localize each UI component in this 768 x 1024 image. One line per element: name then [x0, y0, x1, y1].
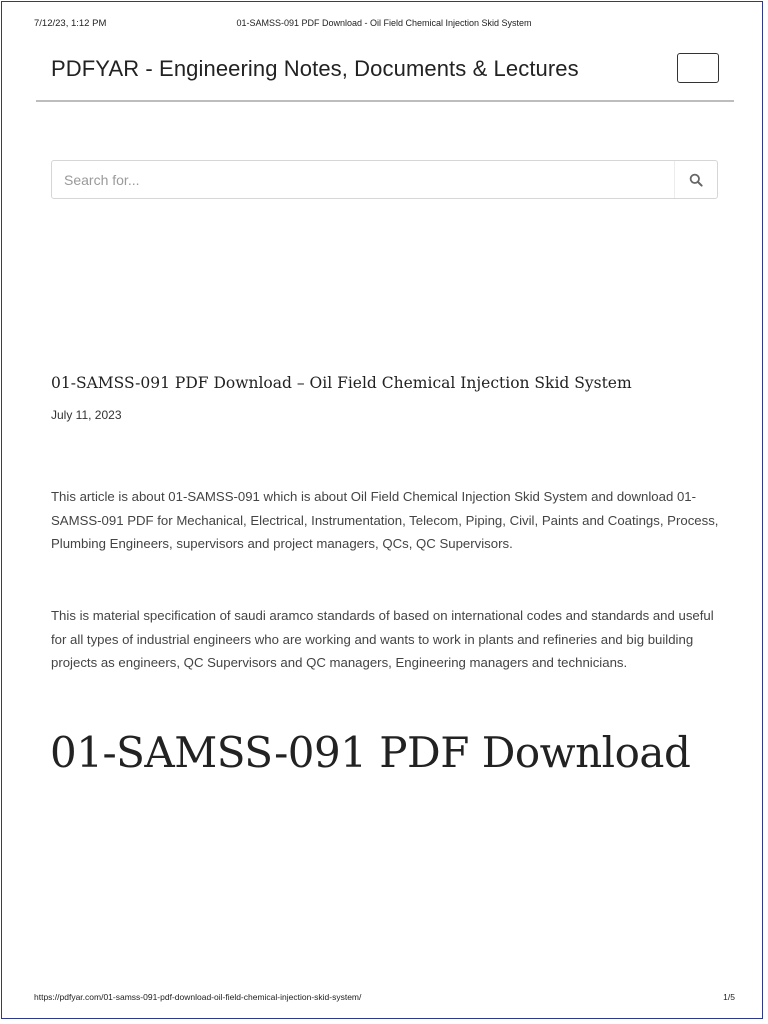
search-form [51, 160, 718, 199]
search-input[interactable] [52, 161, 672, 198]
menu-toggle-button[interactable] [677, 53, 719, 83]
article-title: 01-SAMSS-091 PDF Download – Oil Field Chemical Injection Skid System [51, 374, 632, 392]
print-url: https://pdfyar.com/01-samss-091-pdf-download-oil-field-chemical-injection-skid-system/ [34, 992, 362, 1002]
print-header [0, 18, 768, 32]
article-paragraph-1: This article is about 01-SAMSS-091 which is about Oil Field Chemical Injection Skid System and download 01-SAMSS-091 PDF for Mechanical, Electrical, Instrumentation, Telecom, Piping, Civil, Paints and Coatings, Process, Plumbing Engineers, supervisors and project managers, QCs, QC Supervisors. [51, 489, 719, 552]
print-datetime: 7/12/23, 1:12 PM [34, 18, 107, 29]
site-title-link[interactable]: PDFYAR - Engineering Notes, Documents & Lectures [51, 56, 579, 81]
print-document-title: 01-SAMSS-091 PDF Download - Oil Field Chemical Injection Skid System [236, 18, 532, 28]
search-icon [689, 173, 703, 187]
search-button[interactable] [674, 161, 717, 198]
article-date: July 11, 2023 [51, 408, 122, 422]
section-heading: 01-SAMSS-091 PDF Download [50, 728, 691, 777]
print-footer [0, 992, 768, 1004]
site-header [36, 50, 734, 102]
print-page-number: 1/5 [723, 992, 735, 1002]
article-paragraph-2: This is material specification of saudi aramco standards of based on international codes and standards and useful for all types of industrial engineers who are working and wants to work in plants and refineries and big building projects as engineers, QC Supervisors and QC managers, Engineering managers and technicians. [51, 608, 714, 671]
